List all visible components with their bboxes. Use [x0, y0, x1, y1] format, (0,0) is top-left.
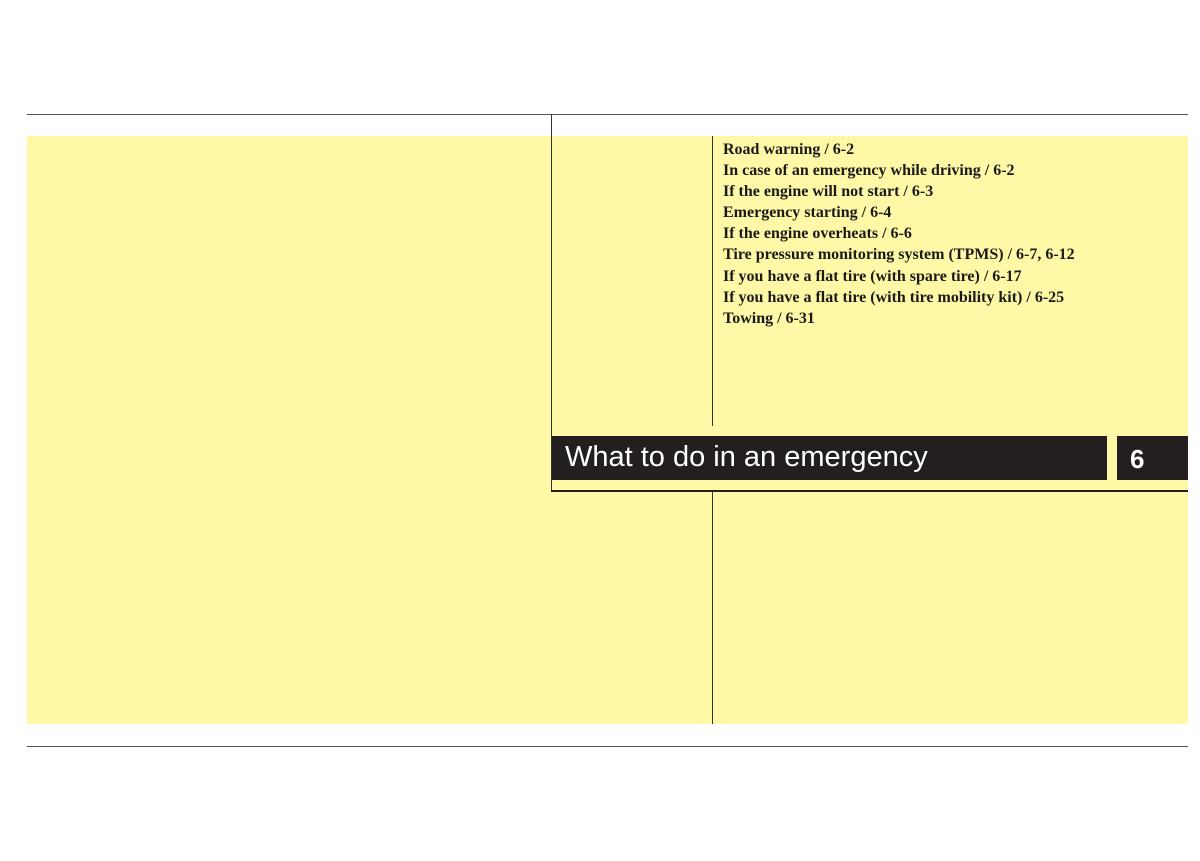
- toc-item-tpms[interactable]: Tire pressure monitoring system (TPMS) / 6-7, 6-12: [723, 246, 1075, 264]
- chapter-number: 6: [1130, 443, 1145, 474]
- toc-item-towing[interactable]: Towing / 6-31: [723, 309, 815, 327]
- divider-toc-top: [712, 136, 713, 426]
- table-of-contents: [723, 139, 1075, 329]
- toc-item-engine-overheats[interactable]: If the engine overheats / 6-6: [723, 225, 912, 243]
- toc-item-road-warning[interactable]: Road warning / 6-2: [723, 141, 855, 158]
- toc-item-emergency-driving[interactable]: In case of an emergency while driving / 6-2: [723, 162, 1015, 180]
- toc-item-engine-not-start[interactable]: If the engine will not start / 6-3: [723, 183, 934, 201]
- title-underline: [551, 490, 1188, 492]
- toc-item-flat-tire-spare[interactable]: If you have a flat tire (with spare tire) / 6-17: [723, 267, 1022, 285]
- toc-item-flat-tire-mobility-kit[interactable]: If you have a flat tire (with tire mobility kit) / 6-25: [723, 288, 1065, 306]
- top-rule: [27, 114, 1188, 115]
- bottom-rule: [27, 746, 1188, 747]
- chapter-number-box: [1117, 436, 1188, 480]
- chapter-title-bar: [552, 436, 1107, 480]
- divider-toc-bottom: [712, 492, 713, 724]
- chapter-title: What to do in an emergency: [565, 440, 928, 473]
- toc-item-emergency-starting[interactable]: Emergency starting / 6-4: [723, 204, 892, 222]
